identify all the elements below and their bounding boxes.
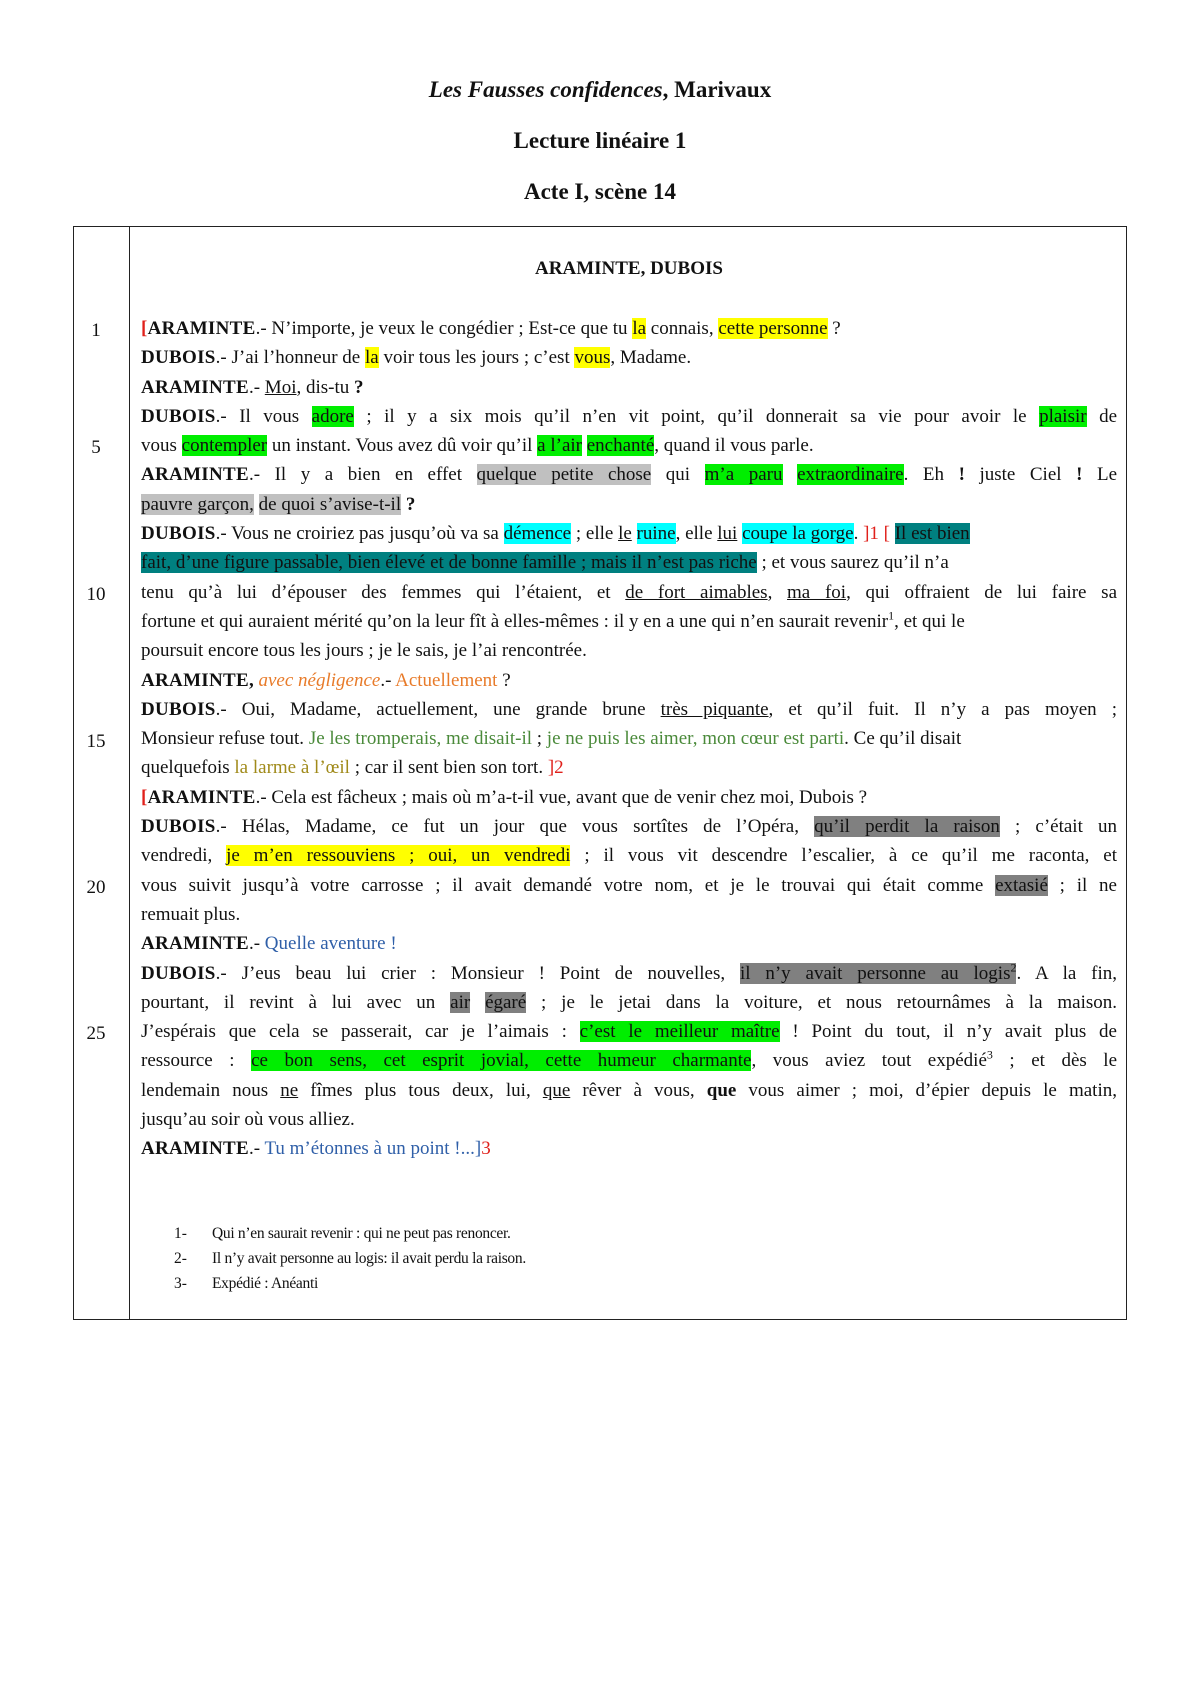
highlight: ruine — [636, 523, 676, 545]
bracket-marker: ]2 — [547, 757, 564, 779]
text-run: quelquefois — [141, 757, 235, 779]
text-line — [141, 460, 1117, 489]
text-run: ; et vous saurez qu’il n’a — [756, 552, 949, 574]
text-run: , dis-tu — [296, 376, 355, 398]
bracket-marker: 3 — [481, 1138, 491, 1160]
text-run: ; je le jetai dans la voiture, et nous retournâmes à la maison. — [526, 991, 1118, 1013]
text-run: .- J’eus beau lui crier : Monsieur ! Point de nouvelles, — [215, 962, 740, 984]
punctuation: ! — [1076, 464, 1083, 486]
line-number: 20 — [86, 877, 106, 898]
speaker-name: DUBOIS — [141, 347, 216, 369]
underlined-word: ne — [280, 1079, 299, 1101]
speaker-name: DUBOIS — [141, 523, 216, 545]
speaker-name: DUBOIS — [141, 698, 216, 720]
text-line — [141, 929, 1117, 958]
highlight: a l’air — [537, 435, 582, 457]
text-run: , — [248, 669, 259, 691]
highlight: extraordinaire — [797, 464, 904, 486]
text-line — [141, 841, 1117, 870]
text-line — [141, 519, 1117, 548]
highlight: je m’en ressouviens ; oui, un vendredi — [226, 845, 571, 867]
text-line — [141, 753, 1117, 782]
text-line — [141, 900, 1117, 929]
text-run: remuait plus. — [141, 903, 241, 925]
line-number: 25 — [86, 1023, 106, 1044]
bracket-marker: [ — [141, 786, 148, 808]
highlight: plaisir — [1039, 405, 1087, 427]
speaker-name: ARAMINTE — [141, 376, 249, 398]
highlight — [739, 960, 1017, 984]
highlight: adore — [311, 405, 354, 427]
colored-text: je ne puis les aimer, mon cœur est parti — [546, 728, 845, 750]
text-run: .- Vous ne croiriez pas jusqu’où va sa — [215, 523, 504, 545]
text-run: .- Hélas, Madame, ce fut un jour que vous sortîtes de l’Opéra, — [215, 816, 815, 838]
text-run: .- — [248, 376, 265, 398]
footnote-text: Expédié : Anéanti — [212, 1275, 318, 1292]
text-line — [141, 666, 1117, 695]
text-run: poursuit encore tous les jours ; je le sais, je l’ai rencontrée. — [141, 640, 587, 662]
text-line — [141, 1105, 1117, 1134]
highlight: qu’il perdit la raison — [814, 816, 1000, 838]
text-run: . A la fin, — [1016, 962, 1117, 984]
text-run: ; il y a six mois qu’il n’en vit point, qu’il donnerait sa vie pour avoir le — [353, 405, 1040, 427]
text-run: J’espérais que cela se passerait, car je l’aimais : — [141, 1021, 580, 1043]
text-line — [141, 343, 1117, 372]
footnote — [174, 1221, 1074, 1246]
cast-heading: ARAMINTE, DUBOIS — [535, 258, 723, 279]
highlight: ce bon sens, cet esprit jovial, cette humeur charmante — [251, 1050, 752, 1072]
text-run: connais, — [646, 318, 719, 339]
text-run: pourtant, il revint à lui avec un — [141, 991, 451, 1013]
footnote-ref: 1 — [888, 608, 895, 623]
text-run: .- Il y a bien en effet — [248, 464, 477, 486]
text-run: de — [1086, 405, 1118, 427]
footnote-number: 2- — [174, 1250, 187, 1267]
colored-text: la larme à l’œil — [234, 757, 350, 779]
bracket-marker: [ — [141, 318, 148, 339]
text-run: , elle — [675, 523, 718, 545]
document-title — [0, 77, 1200, 103]
text-line — [141, 431, 1117, 460]
text-run: , qui offraient de lui faire sa — [846, 581, 1117, 603]
text-run: ressource : — [141, 1050, 252, 1072]
highlight: air — [450, 991, 471, 1013]
text-line — [141, 636, 1117, 665]
highlight: quelque petite chose — [476, 464, 652, 486]
punctuation: ? — [354, 376, 364, 398]
text-run: .- N’importe, je veux le congédier ; Est-ce que tu — [255, 318, 633, 339]
text-run: qui — [651, 464, 705, 486]
text-line — [141, 959, 1117, 988]
text-run: vous — [141, 435, 182, 457]
footnote — [174, 1246, 1074, 1271]
footnote-text: Il n’y avait personne au logis: il avait perdu la raison. — [212, 1250, 526, 1267]
colored-text: Je les tromperais, me disait-il — [308, 728, 533, 750]
highlight: c’est le meilleur maître — [579, 1021, 780, 1043]
text-run: juste Ciel — [964, 464, 1077, 486]
text-run: . — [853, 523, 864, 545]
text-run: . Eh — [903, 464, 959, 486]
text-run — [783, 464, 798, 485]
text-run: ; il vous vit descendre l’escalier, à ce qu’il me raconta, et — [570, 845, 1117, 867]
highlight: égaré — [485, 991, 527, 1013]
text-run: .- — [380, 669, 396, 691]
text-line — [141, 578, 1117, 607]
line-number: 10 — [86, 584, 106, 605]
bracket-marker: ]1 [ — [863, 523, 890, 545]
text-run: fortune et qui auraient mérité qu’on la leur fît à elles-mêmes : il y en a une qui n’en saurait revenir — [141, 610, 889, 632]
footnote-number: 3- — [174, 1275, 187, 1292]
act-scene-heading: Acte I, scène 14 — [523, 179, 676, 204]
text-line — [141, 1076, 1117, 1105]
text-line — [141, 871, 1117, 900]
speaker-name: ARAMINTE — [147, 786, 256, 808]
speaker-name: ARAMINTE — [141, 1138, 249, 1160]
text-run: ! Point du tout, il n’y avait plus de — [779, 1021, 1117, 1043]
highlight: la — [632, 318, 647, 339]
text-line — [141, 988, 1117, 1017]
text-run: tenu qu’à lui d’épouser des femmes qui l’étaient, et — [141, 581, 626, 603]
footnote-text: Qui n’en saurait revenir : qui ne peut pas renoncer. — [212, 1225, 511, 1242]
line-number-column-divider — [129, 226, 130, 1320]
text-run: ; c’était un — [999, 816, 1117, 838]
underlined-word: que — [542, 1079, 571, 1101]
text-run: vous aimer ; moi, d’épier depuis le matin, — [736, 1079, 1117, 1101]
highlight: coupe la gorge — [742, 523, 854, 545]
speaker-name: ARAMINTE — [147, 318, 256, 339]
text-line — [141, 490, 1117, 519]
speaker-name: ARAMINTE — [141, 933, 249, 955]
footnote-ref: 2 — [1010, 960, 1017, 975]
text-run: , — [767, 581, 788, 603]
underlined-word: lui — [717, 523, 738, 545]
text-run: .- — [248, 1138, 265, 1160]
text-line — [141, 1046, 1117, 1075]
text-line — [141, 783, 1117, 812]
line-number: 5 — [91, 437, 101, 458]
text-run — [632, 523, 637, 544]
punctuation: ! — [958, 464, 965, 486]
text-run: . Ce qu’il disait — [844, 728, 962, 750]
footnote-ref: 3 — [986, 1048, 993, 1063]
text-run: fîmes plus tous deux, lui, — [298, 1079, 543, 1101]
colored-text: Tu m’étonnes à un point !...] — [264, 1138, 482, 1160]
text-run — [470, 992, 485, 1013]
text-run: , vous aviez tout expédié — [751, 1050, 987, 1072]
punctuation: ? — [405, 493, 416, 515]
speaker-name: ARAMINTE — [141, 464, 249, 486]
text-line — [141, 812, 1117, 841]
text-run: jusqu’au soir où vous alliez. — [141, 1109, 355, 1131]
text-run: , et qui le — [894, 610, 965, 632]
text-run: Monsieur refuse tout. — [141, 728, 309, 750]
underlined-word: ma foi — [787, 581, 847, 603]
bold-word: que — [706, 1079, 737, 1101]
text-line — [141, 373, 1117, 402]
footnote — [174, 1271, 1074, 1296]
text-line — [141, 607, 1117, 636]
footnotes — [174, 1221, 1074, 1296]
underlined-word: très piquante — [660, 698, 769, 720]
text-run: vous suivit jusqu’à votre carrosse ; il avait demandé votre nom, et je le trouvai qui était comme — [141, 874, 996, 896]
highlight: démence — [503, 523, 572, 545]
text-run: ; car il sent bien son tort. — [349, 757, 548, 779]
text-run: .- — [248, 933, 265, 955]
text-line — [141, 402, 1117, 431]
text-run: .- Cela est fâcheux ; mais où m’a-t-il vue, avant que de venir chez moi, Dubois ? — [255, 786, 868, 808]
text-run: lendemain nous — [141, 1079, 281, 1101]
text-run: vendredi, — [141, 845, 227, 867]
highlight: pauvre garçon, — [141, 493, 254, 515]
text-run: ? — [827, 318, 841, 339]
text-run: , Madame. — [610, 347, 692, 369]
text-run: voir tous les jours ; c’est — [378, 347, 575, 369]
text-run: ; — [532, 728, 547, 750]
text-run — [254, 494, 259, 515]
text-line — [141, 1017, 1117, 1046]
stage-direction: avec négligence — [258, 669, 381, 691]
highlight: extasié — [995, 874, 1048, 896]
colored-text: Actuellement — [395, 669, 498, 691]
text-line — [141, 724, 1117, 753]
text-line — [141, 1134, 1117, 1163]
text-line — [141, 695, 1117, 724]
text-line — [141, 548, 1117, 577]
text-run: .- J’ai l’honneur de — [215, 347, 365, 369]
text-run: ; il ne — [1047, 874, 1117, 896]
text-run: ; et dès le — [992, 1050, 1117, 1072]
dialogue-text — [141, 314, 1117, 1164]
text-run: rêver à vous, — [570, 1079, 707, 1101]
work-title: Les Fausses confidences — [428, 77, 663, 102]
text-run: ? — [497, 669, 511, 691]
text-run: , quand il vous parle. — [654, 435, 814, 457]
highlight: cette personne — [718, 318, 828, 339]
highlight: de quoi s’avise-t-il — [258, 493, 402, 515]
speaker-name: DUBOIS — [141, 405, 216, 427]
highlight: Il est bien — [894, 523, 970, 545]
text-run: il n’y avait personne au logis — [739, 962, 1011, 984]
text-run: , et qu’il fuit. Il n’y a pas moyen ; — [768, 698, 1117, 720]
text-run: un instant. Vous avez dû voir qu’il — [267, 435, 538, 457]
highlight: m’a paru — [704, 464, 783, 486]
text-run: ; elle — [571, 523, 619, 545]
highlight: la — [364, 347, 379, 369]
highlight: contempler — [181, 435, 268, 457]
highlight: enchanté — [586, 435, 655, 457]
speaker-name: DUBOIS — [141, 816, 216, 838]
underlined-word: le — [618, 523, 632, 545]
underlined-word: de fort aimables — [625, 581, 768, 603]
footnote-number: 1- — [174, 1225, 187, 1242]
text-run: .- Il vous — [215, 405, 312, 427]
highlight: vous — [574, 347, 611, 369]
text-line — [141, 314, 1117, 343]
document-subtitle: Lecture linéaire 1 — [513, 128, 687, 153]
text-run: .- Oui, Madame, actuellement, une grande brune — [215, 698, 661, 720]
line-number: 15 — [86, 731, 106, 752]
speaker-name: ARAMINTE — [141, 669, 249, 691]
colored-text: Quelle aventure ! — [264, 933, 397, 955]
text-run: Le — [1082, 464, 1118, 486]
speaker-name: DUBOIS — [141, 962, 216, 984]
highlight: fait, d’une figure passable, bien élevé et de bonne famille ; mais il n’est pas riche — [141, 552, 757, 574]
author: , Marivaux — [662, 77, 772, 102]
line-number: 1 — [91, 320, 101, 341]
underlined-word: Moi — [264, 376, 297, 398]
